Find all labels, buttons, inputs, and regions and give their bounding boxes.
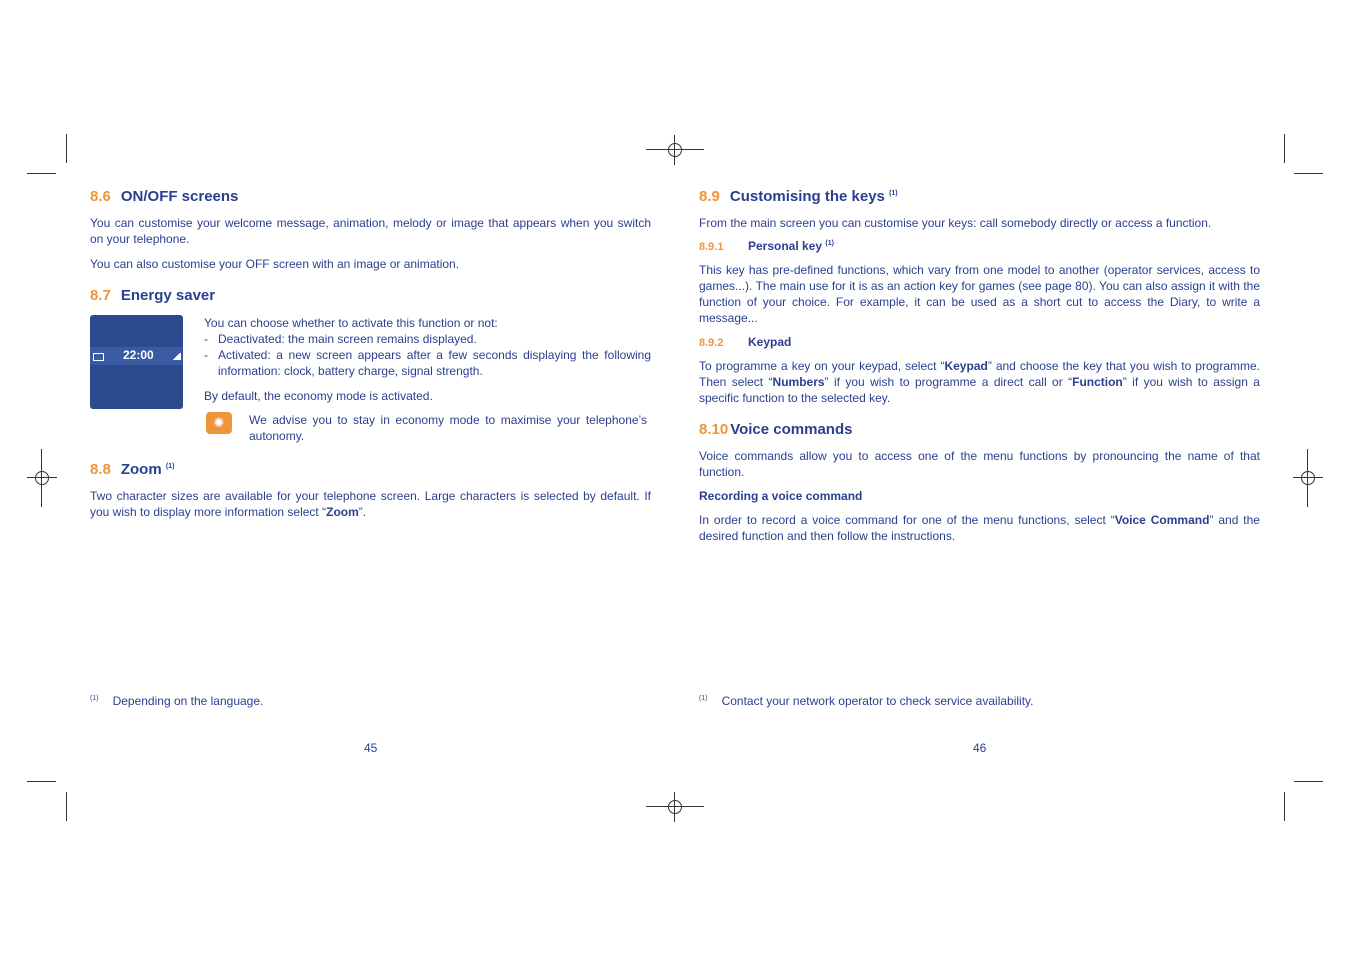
paragraph: You can also customise your OFF screen with an image or animation. (90, 257, 460, 271)
paragraph: You can customise your welcome message, animation, melody or image that appears when you switch on your telephone. (90, 216, 651, 246)
registration-mark (646, 792, 704, 822)
paragraph: In order to record a voice command for one of the menu functions, select “Voice Command” and the desired function and then follow the instructions. (699, 513, 1260, 543)
section-heading-8-6: 8.6 ON/OFF screens (90, 188, 239, 205)
crop-mark (27, 781, 56, 782)
crop-mark (66, 792, 67, 821)
footnote: $^{(1)}$ Contact your network operator to check service availability. (699, 694, 1034, 708)
page-number: 45 (364, 741, 378, 755)
registration-mark (1293, 449, 1323, 507)
paragraph: Two character sizes are available for your telephone screen. Large characters is selected by default. If you wish to display more information select “Zoom”. (90, 489, 651, 519)
crop-mark (1284, 792, 1285, 821)
energy-saver-block (90, 315, 651, 444)
section-heading-8-10: 8.10 Voice commands (699, 421, 853, 438)
list-item: - Activated: a new screen appears after a few seconds displaying the following information: clock, battery charge, signal strength. (204, 347, 651, 379)
crop-mark (1284, 134, 1285, 163)
page-number: 46 (973, 741, 987, 755)
registration-mark (646, 135, 704, 165)
right-page (699, 188, 1260, 544)
list-item: - Deactivated: the main screen remains displayed. (204, 331, 651, 347)
section-heading-8-8: 8.8 Zoom $^{(1)}$ (90, 461, 175, 478)
subsection-heading-8-9-1: 8.9.1 Personal key $^{(1)}$ (699, 239, 834, 253)
section-heading-8-9: 8.9 Customising the keys $^{(1)}$ (699, 188, 898, 205)
crop-mark (27, 173, 56, 174)
subsection-heading-8-9-2: 8.9.2 Keypad (699, 335, 792, 349)
tip-note (204, 412, 651, 444)
paragraph: This key has pre-defined functions, which vary from one model to another (operator services, access to games...). The main use for it is as an action key for games (see page 80). You can also assign it with the function of your choice. For example, it can be used as a short cut to access the Diary, to write a message... (699, 263, 1260, 325)
signal-icon (171, 353, 181, 360)
paragraph: To programme a key on your keypad, select “Keypad” and choose the key that you wish to programme. Then select “Numbers” if you wish to programme a direct call or “Function” if you wish to assign a specific function to the selected key. (699, 359, 1260, 405)
section-heading-8-7: 8.7 Energy saver (90, 287, 216, 304)
subheading-recording: Recording a voice command (699, 489, 863, 503)
paragraph: You can choose whether to activate this function or not: (204, 316, 498, 330)
paragraph: Voice commands allow you to access one of the menu functions by pronouncing the name of that function. (699, 449, 1260, 479)
phone-clock: 22:00 (123, 348, 154, 362)
tip-text: We advise you to stay in economy mode to maximise your telephone’s autonomy. (249, 413, 647, 443)
registration-mark (27, 449, 57, 507)
crop-mark (1294, 173, 1323, 174)
battery-icon (93, 353, 104, 361)
crop-mark (1294, 781, 1323, 782)
crop-mark (66, 134, 67, 163)
phone-screen-image (90, 315, 183, 409)
left-page (90, 188, 651, 520)
option-list (204, 331, 651, 379)
footnote: $^{(1)}$ Depending on the language. (90, 694, 264, 708)
paragraph: By default, the economy mode is activated. (204, 389, 433, 403)
paragraph: From the main screen you can customise your keys: call somebody directly or access a function. (699, 216, 1212, 230)
lightbulb-icon: ✺ (206, 412, 232, 434)
